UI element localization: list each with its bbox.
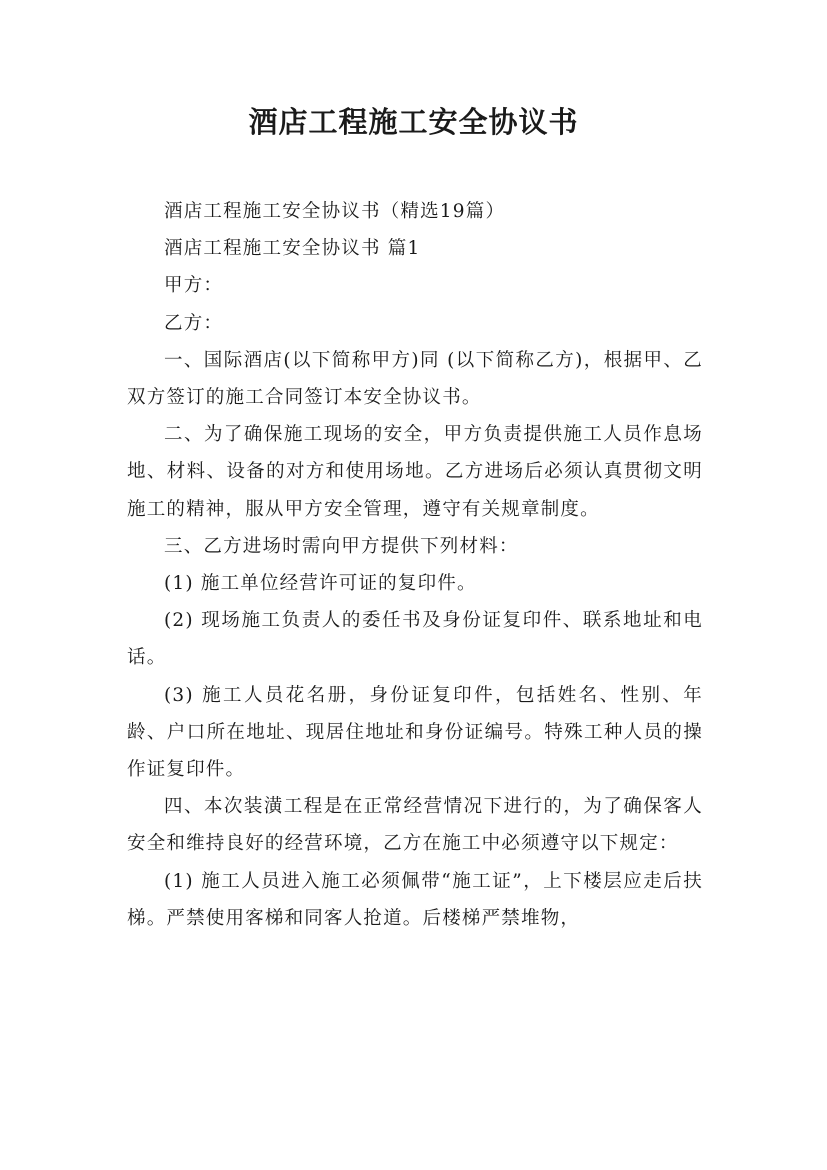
paragraph-clause-3: 三、乙方进场时需向甲方提供下列材料： [164, 535, 519, 557]
document-title: 酒店工程施工安全协议书 [248, 105, 579, 139]
paragraph-subtitle: 酒店工程施工安全协议书（精选19篇） [164, 201, 506, 222]
paragraph-clause-3-item-3: (3) 施工人员花名册，身份证复印件，包括姓名、性别、年龄、户口所在地址、现居住地址和身份证编号。特殊工种人员的操作证复印件。 [127, 684, 703, 781]
paragraph-clause-2: 二、为了确保施工现场的安全，甲方负责提供施工人员作息场地、材料、设备的对方和使用场地。乙方进场后必须认真贯彻文明施工的精神，服从甲方安全管理，遵守有关规章制度。 [127, 424, 703, 520]
paragraph-clause-1: 一、国际酒店(以下简称甲方)同 (以下简称乙方)，根据甲、乙双方签订的施工合同签订本安全协议书。 [127, 349, 703, 409]
paragraph-party-a: 甲方： [164, 275, 224, 297]
document-body [127, 193, 703, 937]
paragraph-clause-4: 四、本次装潢工程是在正常经营情况下进行的，为了确保客人安全和维持良好的经营环境，乙方在施工中必须遵守以下规定： [127, 796, 703, 855]
paragraph-clause-4-item-1: (1) 施工人员进入施工必须佩带“施工证”，上下楼层应走后扶梯。严禁使用客梯和同客人抢道。后楼梯严禁堆物， [127, 870, 703, 929]
paragraph-section-heading: 酒店工程施工安全协议书 篇1 [164, 238, 421, 260]
paragraph-clause-3-item-1: (1) 施工单位经营许可证的复印件。 [164, 573, 477, 595]
paragraph-clause-3-item-2: (2) 现场施工负责人的委任书及身份证复印件、联系地址和电话。 [127, 610, 703, 669]
paragraph-party-b: 乙方： [164, 312, 224, 334]
